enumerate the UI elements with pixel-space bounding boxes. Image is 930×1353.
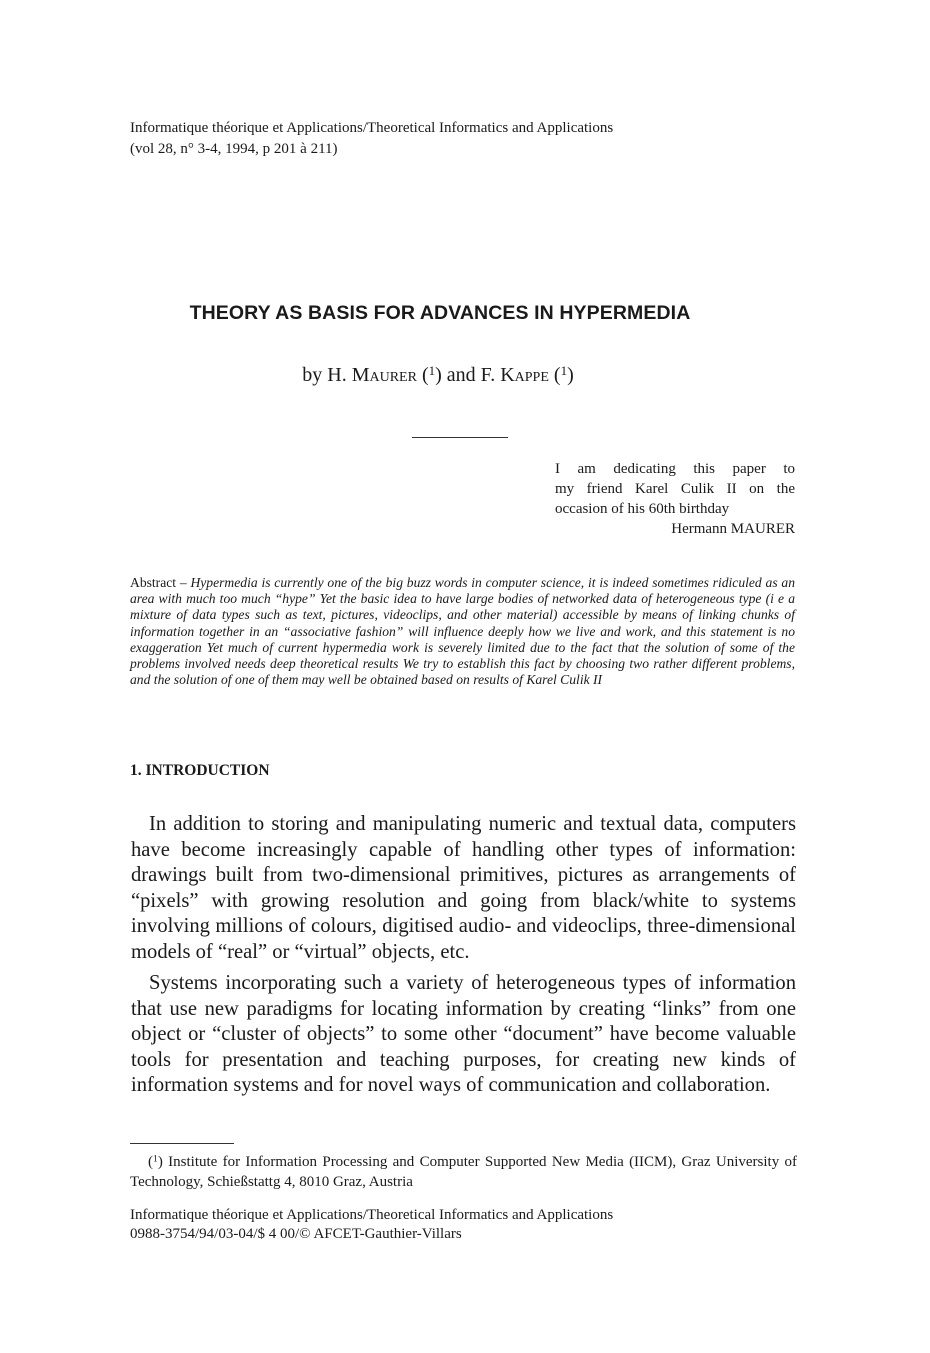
dedication-line-3: occasion of his 60th birthday: [555, 501, 730, 517]
journal-header: [130, 118, 613, 160]
abstract-text: Hypermedia is currently one of the big buzz words in computer science, it is indeed sometimes ridiculed as an area with much too much “hype” Yet the basic idea to have large bodies of networked data of heterogeneous type (i e a mixture of data types such as text, pictures, videoclips, and other material) accessible by means of linking chunks of information together in an “associative fashion” will influence deeply how we live and work, and this statement is no exaggeration Yet much of current hypermedia work is severely limited due to the fact that the solution of some of the problems involved needs deep theoretical results We try to establish this fact by choosing two rather different problems, and the solution of one of them may well be obtained based on results of Karel Culik II: [130, 575, 795, 688]
body-paragraph-1: In addition to storing and manipulating numeric and textual data, computers have become increasingly capable of handling other types of information: drawings built from two-dimensional primitives, pictures as arrangements of “pixels” with growing resolution and going from black/white to systems involving millions of colours, digitised audio- and videoclips, three-dimensional models of “real” or “virtual” objects, etc.: [131, 813, 796, 963]
dedication-line-1: I am dedicating this paper to: [555, 461, 795, 477]
author-2-affiliation-mark: ($^1$): [553, 363, 574, 386]
page-footer: [130, 1206, 613, 1244]
paper-title: [0, 302, 930, 325]
author-1-surname: Maurer: [351, 364, 417, 386]
title-divider: [412, 437, 508, 438]
dedication-line-2: my friend Karel Culik II on the: [555, 481, 795, 497]
byline-by: by H.: [302, 364, 347, 386]
abstract: [130, 575, 795, 688]
footnote-divider: [130, 1143, 234, 1144]
volume-info: (vol 28, n° 3-4, 1994, p 201 à 211): [130, 141, 338, 157]
byline-and: and F.: [446, 364, 496, 386]
dedication: [555, 459, 795, 539]
author-byline: [0, 364, 930, 387]
author-2-surname: Kappe: [500, 364, 549, 386]
author-1-affiliation-mark: ($^1$): [421, 363, 442, 386]
journal-name: Informatique théorique et Applications/Theoretical Informatics and Applications: [130, 120, 614, 136]
dedication-signature: Hermann MAURER: [671, 521, 795, 537]
footnote-affiliation: [130, 1152, 797, 1192]
footer-copyright-code: 0988-3754/94/03-04/$ 4 00/© AFCET-Gauthier-Villars: [130, 1226, 462, 1242]
paper-title-text: THEORY AS BASIS FOR ADVANCES IN HYPERMEDIA: [189, 302, 691, 324]
section-heading-introduction: 1. INTRODUCTION: [130, 762, 270, 779]
footnote-mark: ($^1$): [148, 1153, 163, 1170]
abstract-label: Abstract –: [130, 575, 191, 590]
footnote-text: Institute for Information Processing and Computer Supported New Media (IICM), Graz University of Technology, Schießstattg 4, 8010 Graz, Austria: [130, 1154, 797, 1190]
body-paragraph-2: Systems incorporating such a variety of heterogeneous types of information that use new paradigms for locating information by creating “links” from one object or “cluster of objects” to some other “document” have become valuable tools for presentation and teaching purposes, for creating new kinds of information systems and for novel ways of communication and collaboration.: [131, 972, 796, 1097]
footer-journal-name: Informatique théorique et Applications/Theoretical Informatics and Applications: [130, 1207, 614, 1223]
